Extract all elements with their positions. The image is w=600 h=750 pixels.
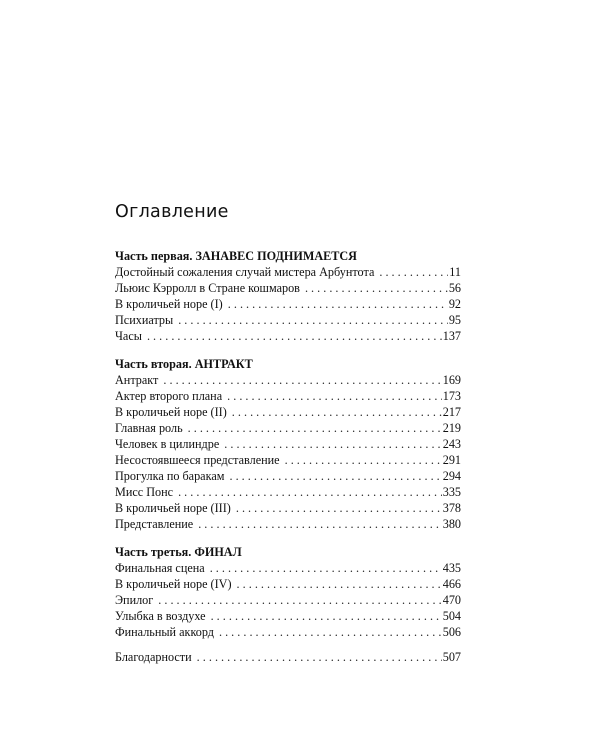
toc-entry[interactable] (115, 280, 461, 296)
spacer (115, 640, 461, 649)
entry-title: В кроличьей норе (I) (115, 297, 223, 311)
page-number: 294 (442, 469, 461, 483)
page-number: 217 (442, 405, 461, 419)
dot-leader (163, 372, 441, 388)
entry-title: Финальная сцена (115, 561, 205, 575)
spacer (115, 344, 461, 356)
entry-title: Улыбка в воздухе (115, 609, 206, 623)
toc-entry[interactable] (115, 328, 461, 344)
page-number: 504 (442, 609, 461, 623)
page-number: 56 (448, 281, 461, 295)
toc-entry[interactable] (115, 404, 461, 420)
dot-leader (236, 500, 442, 516)
toc-entry[interactable] (115, 420, 461, 436)
part-title: ФИНАЛ (194, 545, 242, 559)
page-number: 506 (442, 625, 461, 639)
entry-title: Психиатры (115, 313, 174, 327)
part-label: Часть первая. (115, 249, 193, 263)
dot-leader (219, 624, 442, 640)
entry-title: Актер второго плана (115, 389, 223, 403)
entry-title: В кроличьей норе (IV) (115, 577, 232, 591)
dot-leader (228, 296, 448, 312)
toc-entry[interactable] (115, 484, 461, 500)
dot-leader (178, 484, 442, 500)
page-number: 466 (442, 577, 461, 591)
dot-leader (211, 608, 442, 624)
toc-entry-acknowledgements[interactable] (115, 649, 461, 665)
table-of-contents (115, 248, 461, 665)
toc-entry[interactable] (115, 560, 461, 576)
spacer (115, 532, 461, 544)
dot-leader (237, 576, 442, 592)
page-number: 137 (442, 329, 461, 343)
entry-title: Часы (115, 329, 142, 343)
entry-title: Достойный сожаления случай мистера Арбунтота (115, 265, 375, 279)
page-number: 243 (442, 437, 461, 451)
dot-leader (178, 312, 448, 328)
page-number: 291 (442, 453, 461, 467)
page-number: 378 (442, 501, 461, 515)
dot-leader (158, 592, 441, 608)
toc-entry[interactable] (115, 592, 461, 608)
toc-entry[interactable] (115, 388, 461, 404)
part-label: Часть третья. (115, 545, 192, 559)
toc-entry[interactable] (115, 576, 461, 592)
page-number: 435 (442, 561, 461, 575)
dot-leader (229, 468, 441, 484)
toc-entry[interactable] (115, 516, 461, 532)
dot-leader (198, 516, 442, 532)
entry-title: Несостоявшееся представление (115, 453, 280, 467)
page-number: 380 (442, 517, 461, 531)
toc-entry[interactable] (115, 264, 461, 280)
entry-title: Главная роль (115, 421, 183, 435)
page-number: 95 (448, 313, 461, 327)
part-title: ЗАНАВЕС ПОДНИМАЕТСЯ (195, 249, 357, 263)
dot-leader (210, 560, 442, 576)
toc-entry[interactable] (115, 436, 461, 452)
page-number: 470 (442, 593, 461, 607)
page-number: 92 (448, 297, 461, 311)
entry-title: Прогулка по баракам (115, 469, 225, 483)
entry-title: Антракт (115, 373, 159, 387)
toc-entry[interactable] (115, 468, 461, 484)
toc-entry[interactable] (115, 500, 461, 516)
dot-leader (147, 328, 442, 344)
page-number: 335 (442, 485, 461, 499)
part-title: АНТРАКТ (194, 357, 253, 371)
entry-title: Мисс Понс (115, 485, 174, 499)
entry-title: Благодарности (115, 650, 192, 664)
dot-leader (188, 420, 442, 436)
page-number: 507 (442, 650, 461, 664)
entry-title: Представление (115, 517, 194, 531)
dot-leader (285, 452, 442, 468)
dot-leader (305, 280, 448, 296)
entry-title: Человек в цилиндре (115, 437, 220, 451)
toc-entry[interactable] (115, 452, 461, 468)
part-heading (115, 248, 461, 264)
dot-leader (232, 404, 442, 420)
dot-leader (379, 264, 448, 280)
entry-title: Эпилог (115, 593, 154, 607)
page-number: 219 (442, 421, 461, 435)
part-label: Часть вторая. (115, 357, 192, 371)
page-title: Оглавление (115, 202, 229, 222)
entry-title: Льюис Кэрролл в Стране кошмаров (115, 281, 300, 295)
dot-leader (224, 436, 441, 452)
toc-entry[interactable] (115, 608, 461, 624)
part-heading (115, 356, 461, 372)
toc-entry[interactable] (115, 312, 461, 328)
toc-entry[interactable] (115, 372, 461, 388)
page-number: 11 (449, 265, 461, 279)
toc-entry[interactable] (115, 624, 461, 640)
entry-title: Финальный аккорд (115, 625, 214, 639)
entry-title: В кроличьей норе (III) (115, 501, 231, 515)
dot-leader (227, 388, 442, 404)
page-number: 173 (442, 389, 461, 403)
dot-leader (197, 649, 442, 665)
entry-title: В кроличьей норе (II) (115, 405, 227, 419)
page-number: 169 (442, 373, 461, 387)
part-heading (115, 544, 461, 560)
toc-entry[interactable] (115, 296, 461, 312)
